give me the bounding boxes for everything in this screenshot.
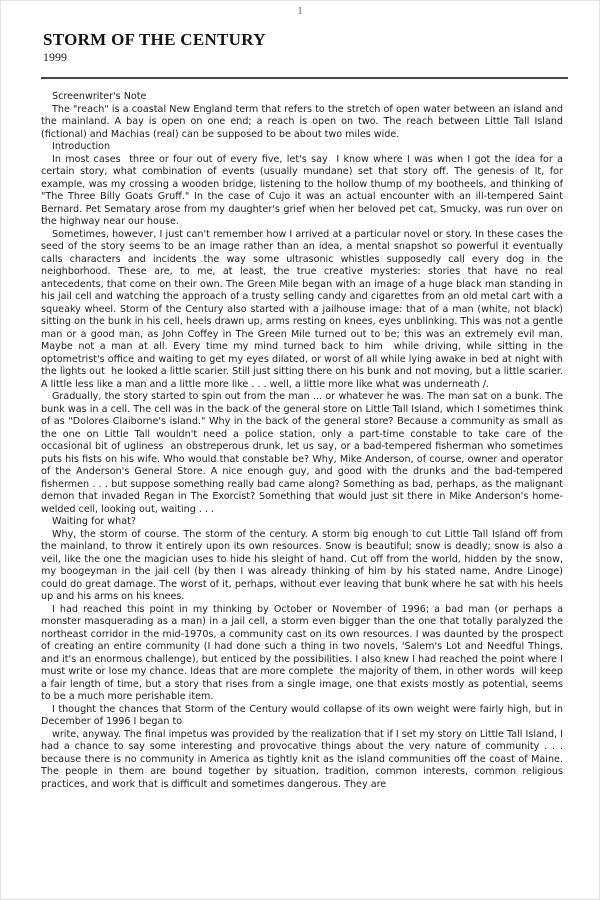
document-title: STORM OF THE CENTURY <box>43 30 266 49</box>
paragraph: Waiting for what? <box>52 516 136 527</box>
paragraph: I had reached this point in my thinking by October or November of 1996; a bad man (or perhaps a monster masquerading as a man) in a jail cell, a storm even bigger than the one that totally paralyzed the northeast corridor in the mid-1970s, a community cast on its own resources. I was daunted by the prospect of creating an entire community (I had done such a thing in two novels, 'Salem's Lot and Needful Things, and it's an enormous challenge), but enticed by the possibilities. I also knew I had reached the point where I must write or lose my chance. Ideas that are more complete the majority of them, in other words will keep a fair length of time, but a story that rises from a single image, one that exists mostly as potential, seems to be a much more perishable item. <box>41 603 563 702</box>
document-year: 1999 <box>43 50 67 64</box>
paragraph: The "reach" is a coastal New England term that refers to the stretch of open water between an island and the mainland. A bay is open on one end; a reach is open on two. The reach between Little Tall Island (fictional) and Machias (real) can be supposed to be about two miles wide. <box>41 103 563 140</box>
paragraph: write, anyway. The final impetus was provided by the realization that if I set my story on Little Tall Island, I had a chance to say some interesting and provocative things about the very nature of community . . . because there is no community in America as tightly knit as the island communities off the coast of Maine. The people in them are bound together by situation, tradition, common interests, common religious practices, and work that is difficult and sometimes dangerous. They are <box>41 728 563 790</box>
paragraph-introduction-heading: Introduction <box>52 141 111 152</box>
paragraph: Gradually, the story started to spin out from the man ... or whatever he was. The man sat on a bunk. The bunk was in a cell. The cell was in the back of the general store on Little Tall Island, which I sometimes think of as "Dolores Claiborne's island." Why in the back of the general store? Because a community as small as the one on Little Tall wouldn't need a police station, only a part-time constable to take care of the occasional bit of ugliness an obstreperous drunk, let us say, or a bad-tempered fisherman who sometimes puts his fists on his wife. Who would that constable be? Why, Mike Anderson, of course, owner and operator of the Anderson's General Store. A nice enough guy, and good with the drunks and the bad-tempered fishermen . . . but suppose something really bad came along? Something as bad, perhaps, as the malignant demon that invaded Regan in The Exorcist? Something that would just sit there in Mike Anderson's home-welded cell, looking out, waiting . . . <box>41 391 563 515</box>
paragraph: Sometimes, however, I just can't remember how I arrived at a particular novel or story. In these cases the seed of the story seems to be an image rather than an idea, a mental snapshot so powerful it eventually calls characters and incidents the way some ultrasonic whistles supposedly call every dog in the neighborhood. These are, to me, at least, the true creative mysteries: stories that have no real antecedents, that come on their own. The Green Mile began with an image of a huge black man standing in his jail cell and watching the approach of a trusty selling candy and cigarettes from an old metal cart with a squeaky wheel. Storm of the Century also started with a jailhouse image: that of a man (white, not black) sitting on the bunk in his cell, heels drawn up, arms resting on knees, eyes unblinking. This was not a gentle man or a good man, as John Coffey in The Green Mile turned out to be; this was an extremely evil man. Maybe not a man at all. Every time my mind turned back to him while driving, while sitting in the optometrist's office and waiting to get my eyes dilated, or worst of all while lying awake in bed at night with the lights out he looked a little scarier. Still just sitting there on his bunk and not moving, but a little scarier. A little less like a man and a little more like . . . well, a little more like what was underneath /. <box>41 228 563 390</box>
document-body <box>41 91 563 791</box>
paragraph-screenwriters-note-heading: Screenwriter's Note <box>52 91 147 102</box>
paragraph: I thought the chances that Storm of the Century would collapse of its own weight were fairly high, but in December of 1996 I began to <box>41 703 563 727</box>
paragraph: In most cases three or four out of every five, let's say I know where I was when I got the idea for a certain story, what combination of events (usually mundane) set that story off. The genesis of It, for example, was my crossing a wooden bridge, listening to the hollow thump of my bootheels, and thinking of "The Three Billy Goats Gruff." In the case of Cujo it was an actual encounter with an ill-tempered Saint Bernard. Pet Sematary arose from my daughter's grief when her beloved pet cat, Smucky, was run over on the highway near our house. <box>41 153 563 227</box>
page-number: 1 <box>297 5 303 17</box>
paragraph: Why, the storm of course. The storm of the century. A storm big enough to cut Little Tall Island off from the mainland, to throw it entirely upon its own resources. Snow is beautiful; snow is deadly; snow is also a veil, like the one the magician uses to hide his sleight of hand. Cut off from the world, hidden by the snow, my boogeyman in the jail cell (by then I was already thinking of him by his stated name, Andre Linoge) could do great damage. The worst of it, perhaps, without ever leaving that bunk where he sat with his heels up and his arms on his knees. <box>41 528 563 602</box>
header-rule <box>41 77 568 79</box>
